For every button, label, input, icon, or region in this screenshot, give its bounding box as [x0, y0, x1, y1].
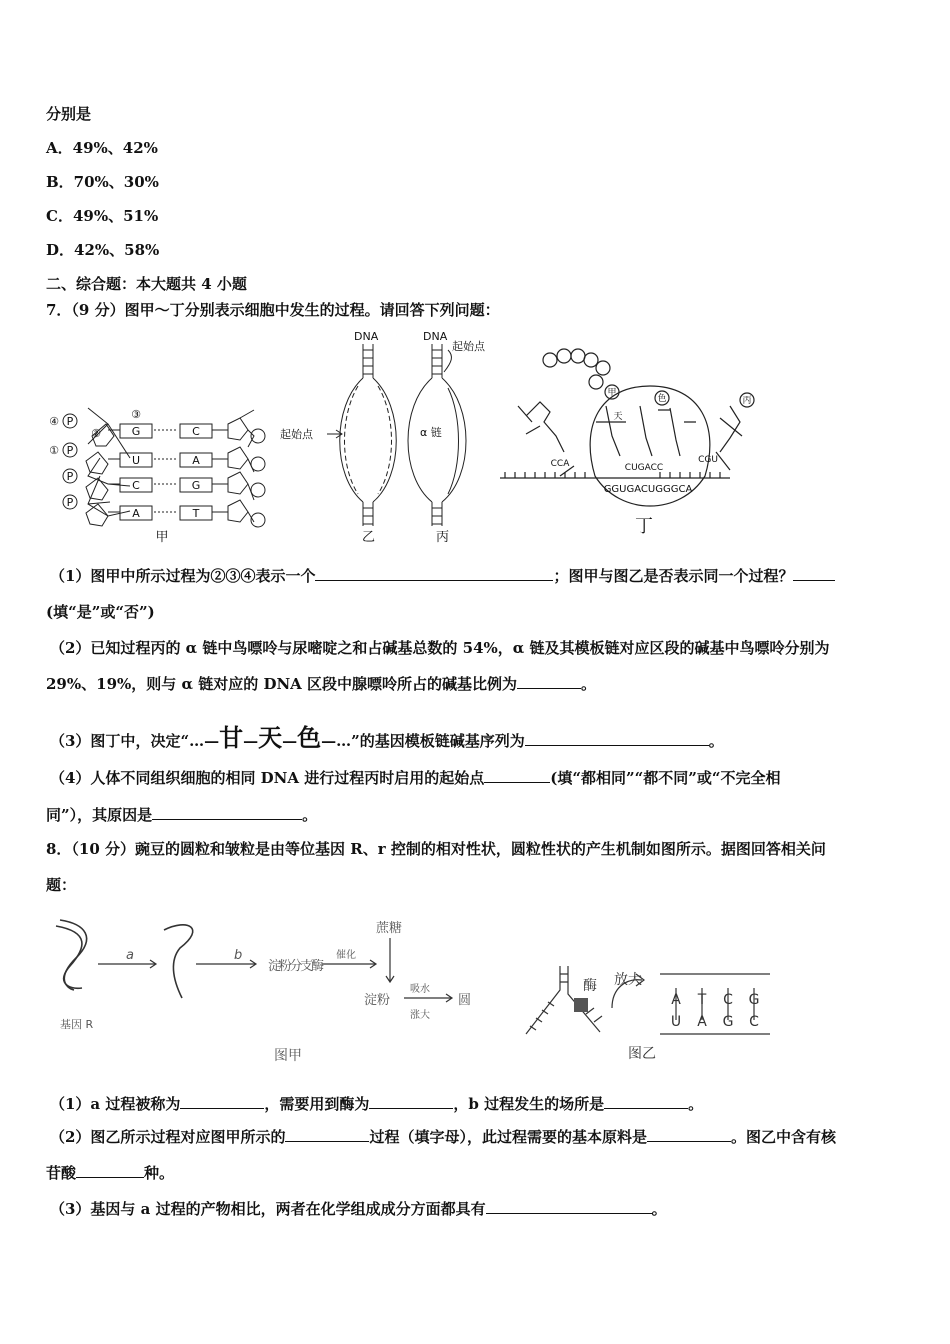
figure-jia	[63, 408, 265, 527]
q7-sub1-note: (填“是”或“否”)	[46, 603, 155, 621]
sucrose-label: 蔗糖	[376, 921, 403, 936]
base-right-1: C	[192, 425, 200, 438]
caption-yi: 乙	[362, 530, 376, 545]
q7-figure	[40, 326, 752, 548]
bottom-base-2: A	[697, 1014, 707, 1030]
answer-blank[interactable]	[647, 1127, 731, 1142]
q7-sub2-line1: （2）已知过程丙的 α 链中鸟嘌呤与尿嘧啶之和占碱基总数的 54%，α 链及其模板链对应区段的碱基中鸟嘌呤分别为	[50, 639, 830, 657]
q7-sub4-line1: （4）人体不同组织细胞的相同 DNA 进行过程丙时启用的起始点 (填“都相同”“都不同”或“不完全相	[50, 769, 781, 787]
answer-blank[interactable]	[152, 805, 302, 820]
q6-option-d: D．42%、58%	[46, 241, 160, 259]
base-right-4: T	[192, 507, 200, 520]
q8-sub3: （3）基因与 a 过程的产物相比，两者在化学组成成分方面都具有 。	[50, 1200, 667, 1218]
phosphate-label: P	[66, 470, 74, 483]
trna-amino-2: 天	[613, 412, 623, 422]
magnify-label: 放大	[614, 972, 642, 988]
base-right-3: G	[191, 479, 201, 492]
trna-amino-3: 色	[657, 394, 667, 404]
anticodon-right: CGU	[698, 455, 718, 465]
starch-label: 淀粉	[364, 993, 391, 1008]
bottom-base-3: G	[722, 1014, 734, 1030]
section-title: 二、综合题：本大题共 4 小题	[46, 275, 247, 293]
top-base-2: T	[697, 992, 707, 1008]
bottom-base-1: U	[670, 1014, 682, 1030]
q8-sub2-line1: （2）图乙所示过程对应图甲所示的 过程（填字母），此过程需要的基本原料是 。图乙中含有核	[50, 1128, 836, 1146]
answer-blank[interactable]	[486, 1199, 652, 1214]
base-left-3: C	[132, 479, 140, 492]
process-b-label: b	[234, 948, 243, 963]
answer-blank[interactable]	[517, 674, 581, 689]
amino-glyph-1: 甘	[219, 723, 244, 752]
caption-ding: 丁	[635, 516, 653, 537]
phosphate-label: P	[66, 415, 74, 428]
q8-sub1: （1）a 过程被称为 ，需要用到酶为 ，b 过程发生的场所是 。	[50, 1095, 704, 1113]
top-base-4: G	[748, 992, 760, 1008]
trna-amino-4: 丙	[742, 396, 752, 406]
answer-blank[interactable]	[315, 566, 553, 581]
phosphate-label: P	[66, 496, 74, 509]
caption-bing: 丙	[436, 530, 450, 545]
answer-blank[interactable]	[793, 566, 835, 581]
caption-q8-yi: 图乙	[628, 1046, 656, 1062]
q8-header-line1: 8．（10 分）豌豆的圆粒和皱粒是由等位基因 R、r 控制的相对性状，圆粒性状的产生机制如图所示。据图回答相关问	[46, 840, 826, 858]
q7-sub2-line2: 29%、19%，则与 α 链对应的 DNA 区段中腺嘌呤所占的碱基比例为 。	[46, 675, 597, 693]
enzyme-name: 酶	[583, 978, 597, 994]
q6-stem: 分别是	[46, 105, 92, 123]
trna-amino-1: 甲	[607, 388, 617, 398]
base-left-4: A	[132, 507, 140, 520]
absorb-label: 吸水	[410, 984, 430, 995]
answer-blank[interactable]	[76, 1163, 144, 1178]
q8-sub2-line2: 苷酸 种。	[46, 1164, 175, 1182]
q8-figure	[46, 908, 766, 1076]
bottom-base-4: C	[749, 1014, 759, 1030]
answer-blank[interactable]	[525, 731, 709, 746]
answer-blank[interactable]	[369, 1094, 453, 1109]
phosphate-label: P	[66, 444, 74, 457]
marker-4: ④	[49, 415, 59, 428]
round-label: 圆	[458, 993, 472, 1008]
q6-option-c: C．49%、51%	[46, 207, 159, 225]
mrna-sequence: GGUGACUGGGCA	[603, 484, 693, 495]
top-base-3: C	[723, 992, 733, 1008]
q7-sub3: （3）图丁中，决定“…—甘—天—色—…”的基因模板链碱基序列为 。	[50, 723, 724, 752]
q7-header: 7．（9 分）图甲～丁分别表示细胞中发生的过程。请回答下列问题：	[46, 301, 500, 319]
swell-label: 涨大	[410, 1010, 430, 1021]
answer-blank[interactable]	[604, 1094, 688, 1109]
amino-glyph-2: 天	[258, 723, 283, 752]
anticodon-center: CUGACC	[624, 463, 664, 473]
process-a-label: a	[126, 948, 134, 963]
amino-glyph-3: 色	[297, 723, 322, 752]
q7-sub1: （1）图甲中所示过程为②③④表示一个 ；图甲与图乙是否表示同一个过程？	[50, 565, 835, 586]
answer-blank[interactable]	[180, 1094, 264, 1109]
figure-yi	[327, 344, 396, 526]
q6-option-b: B．70%、30%	[46, 173, 159, 191]
q8-header-line2: 题：	[46, 876, 77, 894]
base-left-2: U	[131, 454, 141, 467]
alpha-chain-label: α 链	[420, 426, 442, 439]
caption-jia: 甲	[155, 530, 169, 545]
base-right-2: A	[192, 454, 200, 467]
catalyze-label: 催化	[336, 950, 356, 961]
anticodon-left: CCA	[550, 459, 570, 469]
marker-2: ②	[91, 427, 101, 440]
yi-dna-label: DNA	[354, 330, 379, 343]
q7-sub4-line2: 同”），其原因是 。	[46, 806, 318, 824]
gene-r-label: 基因 R	[60, 1018, 94, 1031]
bing-dna-label: DNA	[423, 330, 448, 343]
figure-ding	[500, 349, 754, 506]
marker-1: ①	[49, 444, 59, 457]
top-base-1: A	[671, 992, 681, 1008]
bing-origin-label: 起始点	[452, 340, 485, 353]
caption-q8-jia: 图甲	[274, 1048, 302, 1064]
enzyme-label: 淀粉分支酶	[268, 959, 324, 974]
base-left-1: G	[131, 425, 141, 438]
yi-origin-label: 起始点	[280, 428, 313, 441]
answer-blank[interactable]	[484, 768, 550, 783]
marker-3: ③	[131, 408, 141, 421]
answer-blank[interactable]	[285, 1127, 369, 1142]
q6-option-a: A．49%、42%	[46, 139, 158, 157]
